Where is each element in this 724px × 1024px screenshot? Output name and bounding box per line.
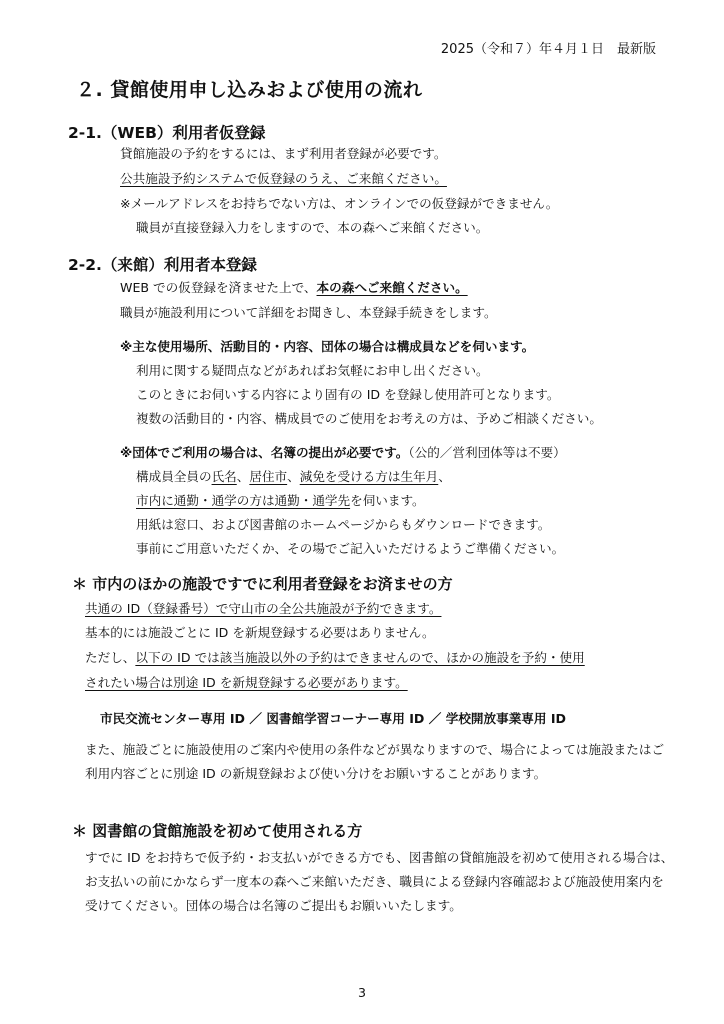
id-types: 市民交流センター専用 ID ／ 図書館学習コーナー専用 ID ／ 学校開放事業専用 ID xyxy=(100,711,567,726)
comma: 、 xyxy=(236,469,250,484)
s21-line1: 貸館施設の予約をするには、まず利用者登録が必要です。 xyxy=(120,146,447,161)
text-underlined: 以下の ID では該当施設以外の予約はできませんので、ほかの施設を予約・使用 xyxy=(135,650,585,665)
comma: 、 xyxy=(287,469,300,484)
name-field: 氏名 xyxy=(211,469,237,484)
s3-line3 xyxy=(85,647,585,669)
s4-paragraph: すでに ID をお持ちで仮予約・お支払いができる方でも、図書館の貸館施設を初めて使用される場合は、お支払いの前にかならず一度本の森へご来館いただき、職員による登録内容確認および施設使用案内を受けてください。団体の場合は名簿のご提出もお願いいたします。 xyxy=(85,850,674,913)
commute-field: 市内に通勤・通学の方は通勤・通学先 xyxy=(136,493,351,508)
edition-date: 2025（令和７）年４月１日 最新版 xyxy=(440,42,656,57)
text: を伺います。 xyxy=(350,493,425,508)
page-number: 3 xyxy=(357,985,366,1000)
s22-note1-l2: このときにお伺いする内容により固有の ID を登録し使用許可となります。 xyxy=(136,387,560,402)
s21-line4: 職員が直接登録入力をしますので、本の森へご来館ください。 xyxy=(136,220,489,235)
s22-note1-l1: 利用に関する疑問点などがあればお気軽にお申し出ください。 xyxy=(136,363,489,378)
s22-line1b: 本の森へご来館ください。 xyxy=(316,280,468,295)
s22-note2-head-bold: ※団体でご利用の場合は、名簿の提出が必要です。 xyxy=(120,445,409,460)
s22-line1a: WEB での仮登録を済ませた上で、 xyxy=(120,280,317,295)
s22-note2-l3: 用紙は窓口、および図書館のホームページからもダウンロードできます。 xyxy=(136,517,551,532)
s22-line1 xyxy=(120,277,468,299)
text: 構成員全員の xyxy=(136,469,212,484)
s21-line2: 公共施設予約システムで仮登録のうえ、ご来館ください。 xyxy=(120,171,447,186)
section-4-heading: ＊ 図書館の貸館施設を初めて使用される方 xyxy=(72,822,363,840)
s22-note2-l4: 事前にご用意いただくか、その場でご記入いただけるようご準備ください。 xyxy=(136,541,565,556)
s21-line3: ※メールアドレスをお持ちでない方は、オンラインでの仮登録ができません。 xyxy=(120,196,559,211)
s22-note2-l2 xyxy=(136,490,425,512)
s22-note2-paren: （公的／営利団体等は不要） xyxy=(408,445,566,460)
birth-field: 減免を受ける方は生年月 xyxy=(299,469,439,484)
s22-note2-l1 xyxy=(136,466,451,488)
s22-line2: 職員が施設利用について詳細をお聞きし、本登録手続きをします。 xyxy=(120,305,497,320)
comma: 、 xyxy=(438,469,451,484)
s3-line1: 共通の ID（登録番号）で守山市の全公共施設が予約できます。 xyxy=(85,601,442,616)
section-2-1-heading: 2-1.（WEB）利用者仮登録 xyxy=(68,124,266,142)
text: ただし、 xyxy=(85,650,136,665)
section-3-heading: ＊ 市内のほかの施設ですでに利用者登録をお済ませの方 xyxy=(72,575,453,593)
s3-line2: 基本的には施設ごとに ID を新規登録する必要はありません。 xyxy=(85,625,435,640)
s3-line4: されたい場合は別途 ID を新規登録する必要があります。 xyxy=(85,675,408,690)
s22-note1-l3: 複数の活動目的・内容、構成員でのご使用をお考えの方は、予めご相談ください。 xyxy=(136,411,602,426)
s3-paragraph: また、施設ごとに施設使用のご案内や使用の条件などが異なりますので、場合によっては施設またはご利用内容ごとに別途 ID の新規登録および使い分けをお願いすることがあります。 xyxy=(85,742,665,781)
page-title: ２. 貸館使用申し込みおよび使用の流れ xyxy=(76,79,423,101)
s22-note2-head xyxy=(120,442,566,464)
s22-note1-head: ※主な使用場所、活動目的・内容、団体の場合は構成員などを伺います。 xyxy=(120,339,535,354)
city-field: 居住市 xyxy=(249,469,288,484)
section-2-2-heading: 2-2.（来館）利用者本登録 xyxy=(68,256,257,274)
